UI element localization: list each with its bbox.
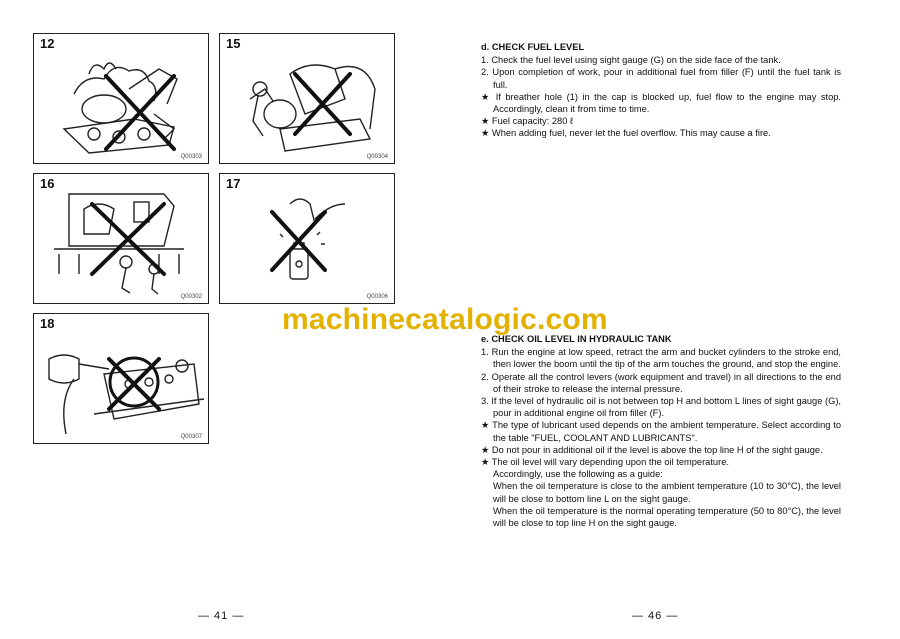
continuation-text: When the oil temperature is close to the ambient temperature (10 to 30°C), the level will be close to bottom line L on the sight gauge. [493, 481, 841, 504]
list-item: 2. Upon completion of work, pour in additional fuel from filler (F) until the fuel tank is full. [481, 67, 841, 90]
section-heading: e. CHECK OIL LEVEL IN HYDRAULIC TANK [481, 334, 672, 344]
section-check-oil-level [481, 333, 841, 529]
spray-can-hazard-illustration [220, 174, 396, 305]
figure-number: 18 [40, 316, 55, 331]
figure-12 [33, 33, 209, 164]
cab-hazard-illustration [34, 174, 210, 305]
list-item: 1. Check the fuel level using sight gauge (G) on the side face of the tank. [481, 55, 781, 66]
list-item: ★ Fuel capacity: 280 ℓ [481, 116, 573, 127]
figure-code: Q00303 [180, 154, 202, 160]
list-item: ★ The oil level will vary depending upon the oil temperature. [481, 457, 729, 468]
list-item: 1. Run the engine at low speed, retract the arm and bucket cylinders to the stroke end, then lower the boom until the tip of the arm touches the ground, and stop the engine. [481, 347, 841, 370]
list-item: ★ When adding fuel, never let the fuel overflow. This may cause a fire. [481, 128, 771, 139]
figure-code: Q00302 [180, 294, 202, 300]
figure-number: 16 [40, 176, 55, 191]
list-item: ★ If breather hole (1) in the cap is blocked up, fuel flow to the engine may stop. Accordingly, clean it from time to time. [481, 91, 841, 115]
excavator-hazard-illustration [220, 34, 396, 165]
list-item: 2. Operate all the control levers (work equipment and travel) in all directions to the end of their stroke to release the internal pressure. [481, 371, 841, 394]
figure-code: Q00307 [180, 434, 202, 440]
figure-18 [33, 313, 209, 444]
fire-hazard-illustration [34, 34, 210, 165]
continuation-text: Accordingly, use the following as a guide: [493, 469, 663, 480]
figure-15 [219, 33, 395, 164]
battery-hazard-illustration [34, 314, 210, 445]
list-item: ★ Do not pour in additional oil if the level is above the top line H of the sight gauge. [481, 444, 823, 455]
list-item: 3. If the level of hydraulic oil is not between top H and bottom L lines of sight gauge (G), pour in additional engine oil from filler (F). [481, 396, 841, 419]
figure-code: Q00304 [366, 154, 388, 160]
figure-code: Q00306 [366, 294, 388, 300]
figure-16 [33, 173, 209, 304]
section-check-fuel-level [481, 41, 841, 140]
figure-number: 17 [226, 176, 241, 191]
figure-number: 12 [40, 36, 55, 51]
continuation-text: When the oil temperature is the normal operating temperature (50 to 80°C), the level will be close to top line H on the sight gauge. [493, 505, 841, 529]
right-page-number: — 46 — [632, 610, 679, 622]
left-page-number: — 41 — [198, 610, 245, 622]
section-heading: d. CHECK FUEL LEVEL [481, 42, 585, 52]
list-item: ★ The type of lubricant used depends on the ambient temperature. Select according to the table "FUEL, COOLANT AND LUBRICANTS". [481, 420, 841, 443]
figure-number: 15 [226, 36, 241, 51]
figure-17 [219, 173, 395, 304]
watermark: machinecatalogic.com [282, 303, 608, 336]
